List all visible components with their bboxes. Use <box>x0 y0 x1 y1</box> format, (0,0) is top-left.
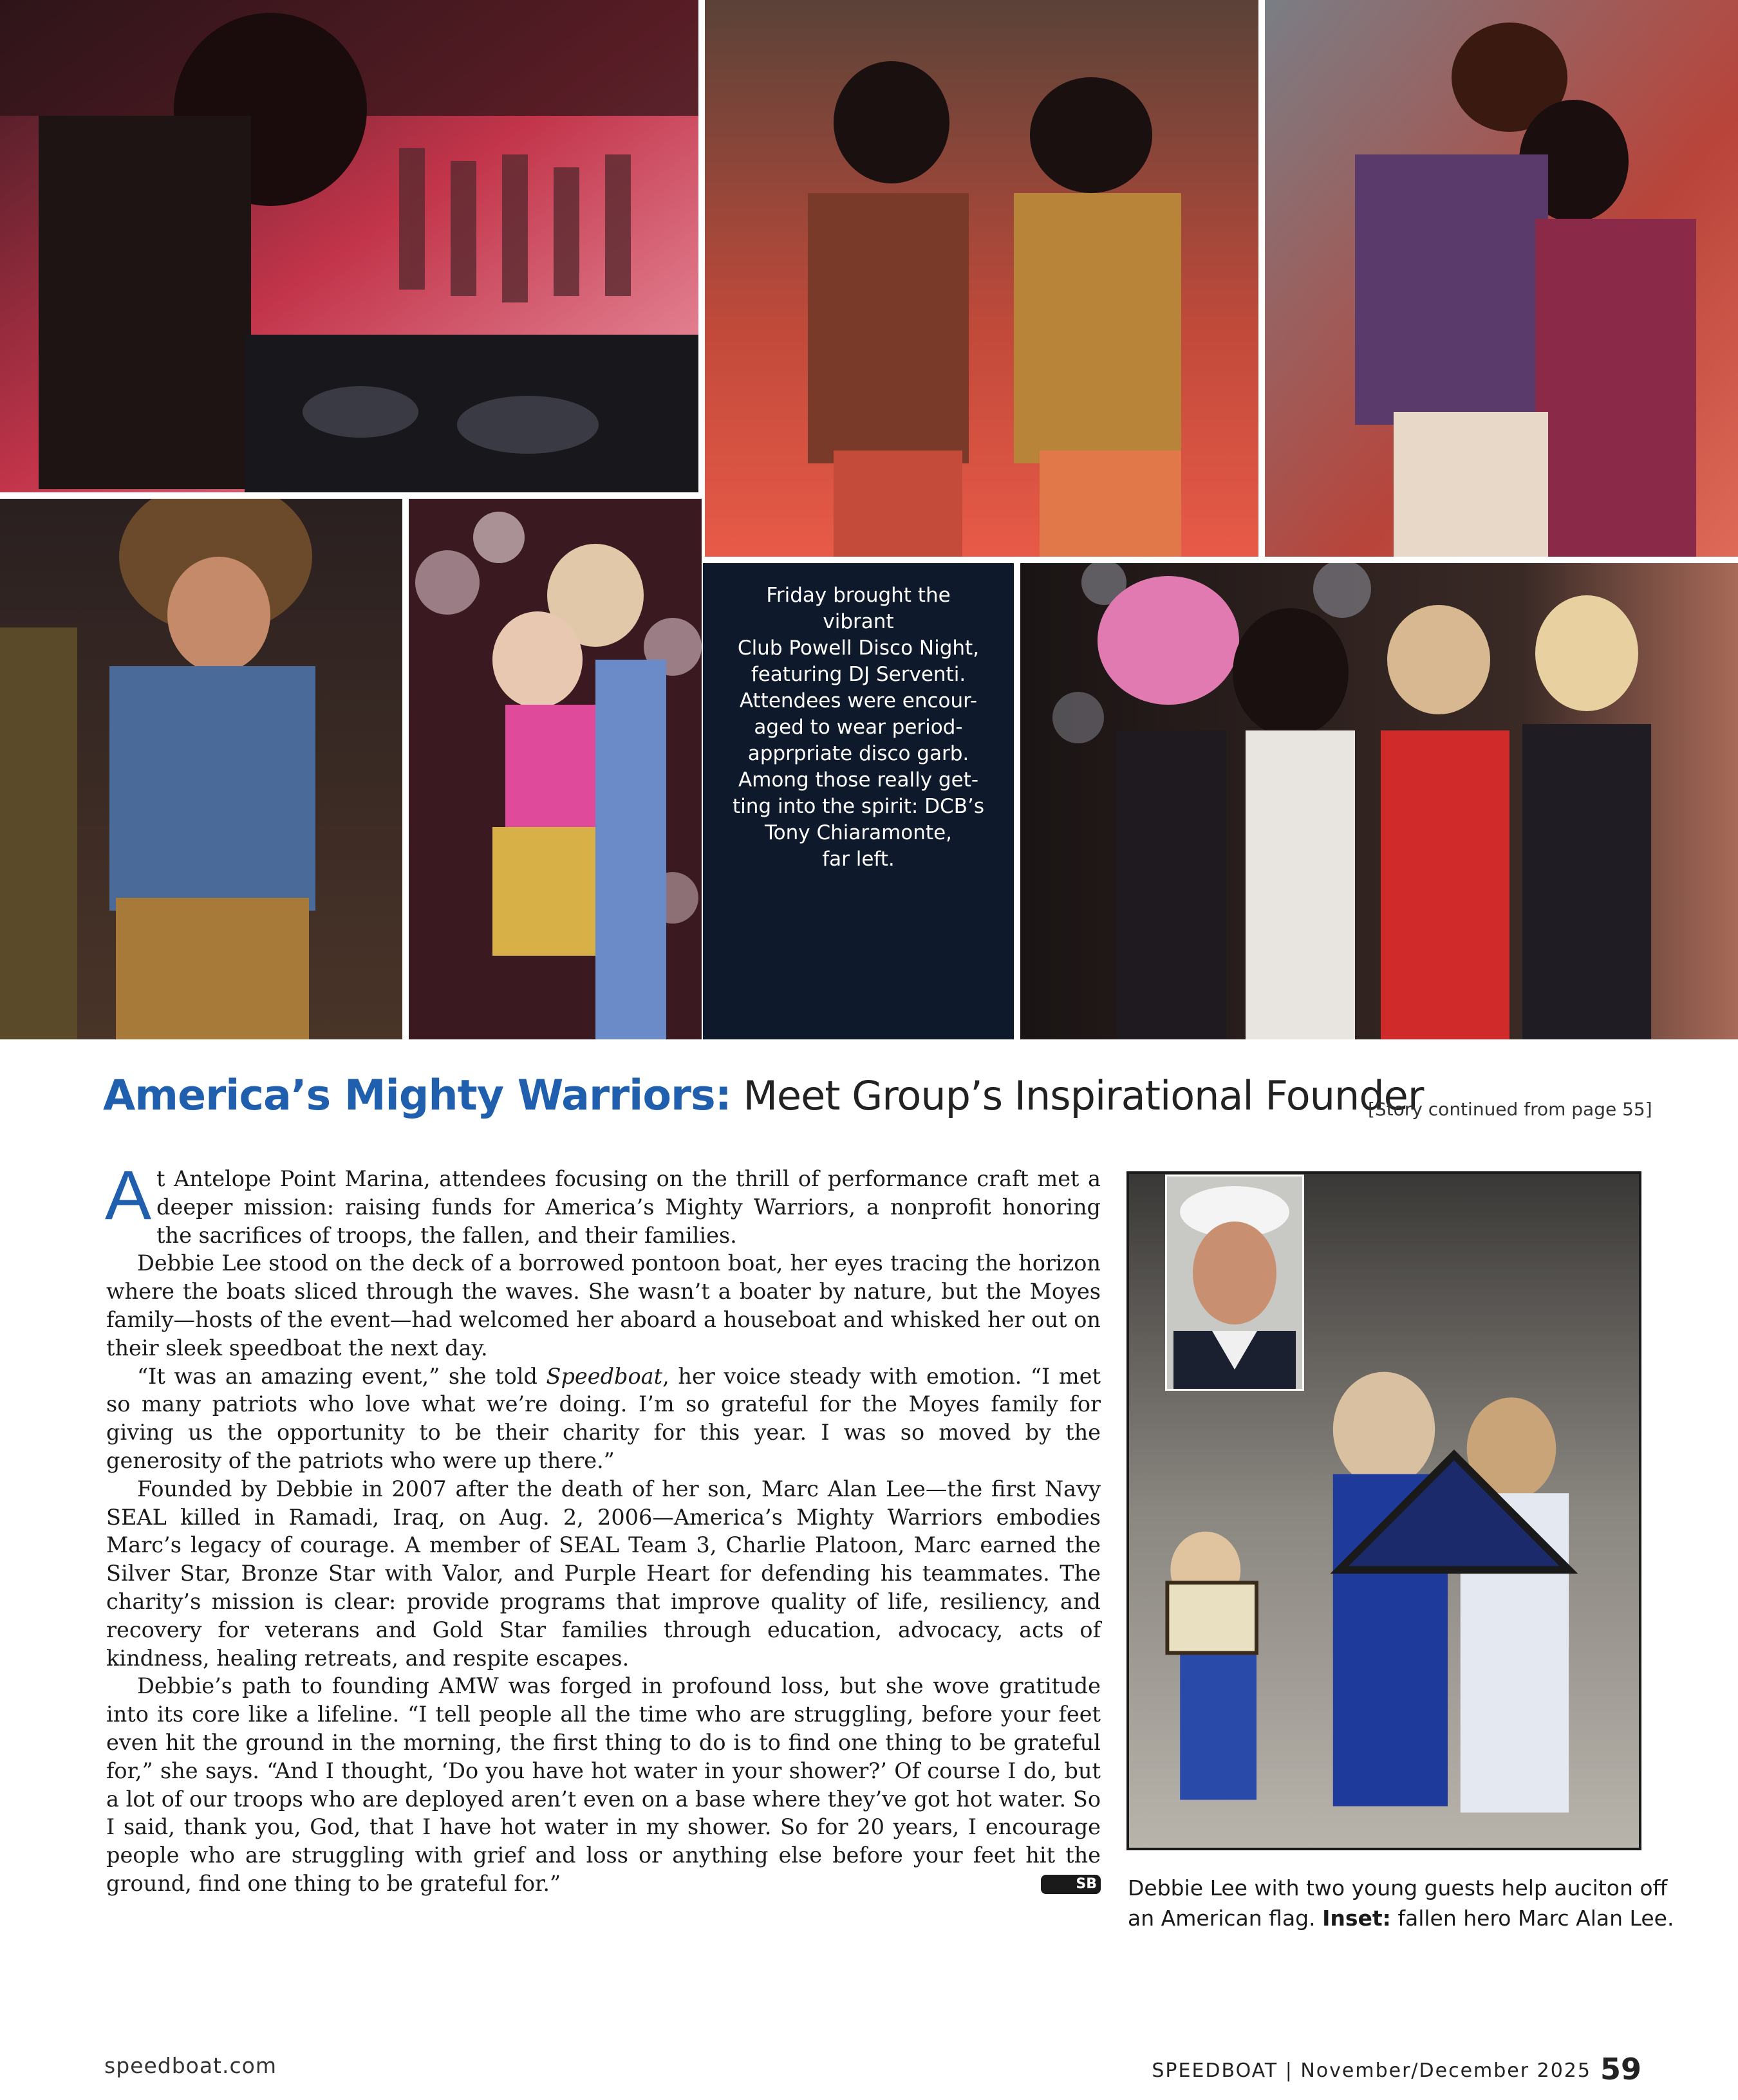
website-url: speedboat.com <box>104 2053 277 2078</box>
page-number: 59 <box>1600 2052 1641 2086</box>
drop-cap: A <box>105 1156 152 1234</box>
continued-note: [Story continued from page 55] <box>1368 1099 1652 1120</box>
afro-wig-man-photo <box>0 499 402 1039</box>
issue-info <box>1152 2052 1641 2086</box>
photo-caption <box>703 563 1014 1039</box>
paragraph-text: Debbie’s path to founding AMW was forged in profound loss, but she wove gratitude into its core like a lifeline. “I tell people all the time who are struggling, before your feet even hit the ground in the morning, the first thing to do is to find one thing to be grateful for,” she says. “And I thought, ‘Do you have hot water in your shower?’ Of course I do, but a lot of our troops who are deployed aren’t even on a base where they’ve got hot water. So I said, thank you, God, that I have hot water in my shower. So for 20 years, I encourage people who are struggling with grief and loss or anything else before your feet hit the ground, find one thing to be grateful for.” <box>106 1673 1101 1896</box>
article-paragraph <box>106 1672 1101 1897</box>
caption-line: apprpriate disco garb. <box>747 742 969 765</box>
marc-alan-lee-portrait <box>1165 1175 1304 1391</box>
article-body <box>105 1156 1101 1898</box>
issue-label: SPEEDBOAT | November/December 2025 <box>1152 2059 1591 2082</box>
couple-disco-photo <box>1265 0 1738 557</box>
four-women-photo <box>1020 563 1738 1039</box>
caption-line: Friday brought the vibrant <box>766 584 951 633</box>
caption-line: Club Powell Disco Night, <box>737 637 980 660</box>
inset-label: Inset: <box>1322 1906 1391 1931</box>
article-paragraph: Founded by Debbie in 2007 after the death of her son, Marc Alan Lee—the first Navy SEAL killed in Ramadi, Iraq, on Aug. 2, 2006—America’s Mighty Warriors embodies Marc’s legacy of courage. A member of SEAL Team 3, Charlie Platoon, Marc earned the Silver Star, Bronze Star with Valor, and Purple Heart for defending his teammates. The charity’s mission is clear: provide programs that improve quality of life, resiliency, and recovery for veterans and Gold Star families through education, advocacy, acts of kindness, healing retreats, and respite escapes. <box>106 1476 1101 1671</box>
caption-line: ting into the spirit: DCB’s <box>733 795 984 818</box>
article-paragraph <box>106 1362 1101 1475</box>
caption-line: Attendees were encour- <box>739 689 978 712</box>
caption-line: Among those really get- <box>738 768 979 792</box>
article-headline <box>103 1072 1423 1120</box>
dj-booth-photo <box>0 0 698 492</box>
article-paragraph <box>105 1156 1101 1249</box>
publication-name: Speedboat <box>546 1363 663 1389</box>
paragraph-text: t Antelope Point Marina, attendees focusing on the thrill of performance craft met a deeper mission: raising funds for America’s Mighty Warriors, a nonprofit honoring the sacrifices of troops, the fallen, and their families. <box>156 1166 1101 1248</box>
disco-dancers-photo <box>705 0 1258 557</box>
caption-text: Debbie Lee with two young guests help auciton off an American flag. <box>1128 1875 1668 1931</box>
article-paragraph: Debbie Lee stood on the deck of a borrowed pontoon boat, her eyes tracing the horizon where the boats sliced through the waves. She wasn’t a boater by nature, but the Moyes family—hosts of the event—had welcomed her aboard a houseboat and whisked her out on their sleek speedboat the next day. <box>106 1250 1101 1361</box>
caption-line: aged to wear period- <box>754 716 963 739</box>
headline-organization: America’s Mighty Warriors: <box>103 1072 731 1120</box>
caption-text: fallen hero Marc Alan Lee. <box>1390 1906 1674 1931</box>
flag-photo-caption <box>1128 1873 1681 1933</box>
caption-line: Tony Chiaramonte, <box>764 821 953 844</box>
end-mark-icon: SB <box>1041 1875 1101 1894</box>
paragraph-text: , her voice steady with emotion. “I met so many patriots who love what we’re doing. I’m so grateful for the Moyes family for giving us the opportunity to be their charity for this year. I was so moved by the generosity of the patriots who were up there.” <box>106 1363 1101 1473</box>
caption-line: featuring DJ Serventi. <box>751 663 966 686</box>
caption-line: far left. <box>822 848 895 871</box>
paragraph-text: “It was an amazing event,” she told <box>137 1363 547 1389</box>
two-girls-photo <box>409 499 702 1039</box>
headline-subtitle: Meet Group’s Inspirational Founder <box>731 1072 1424 1119</box>
